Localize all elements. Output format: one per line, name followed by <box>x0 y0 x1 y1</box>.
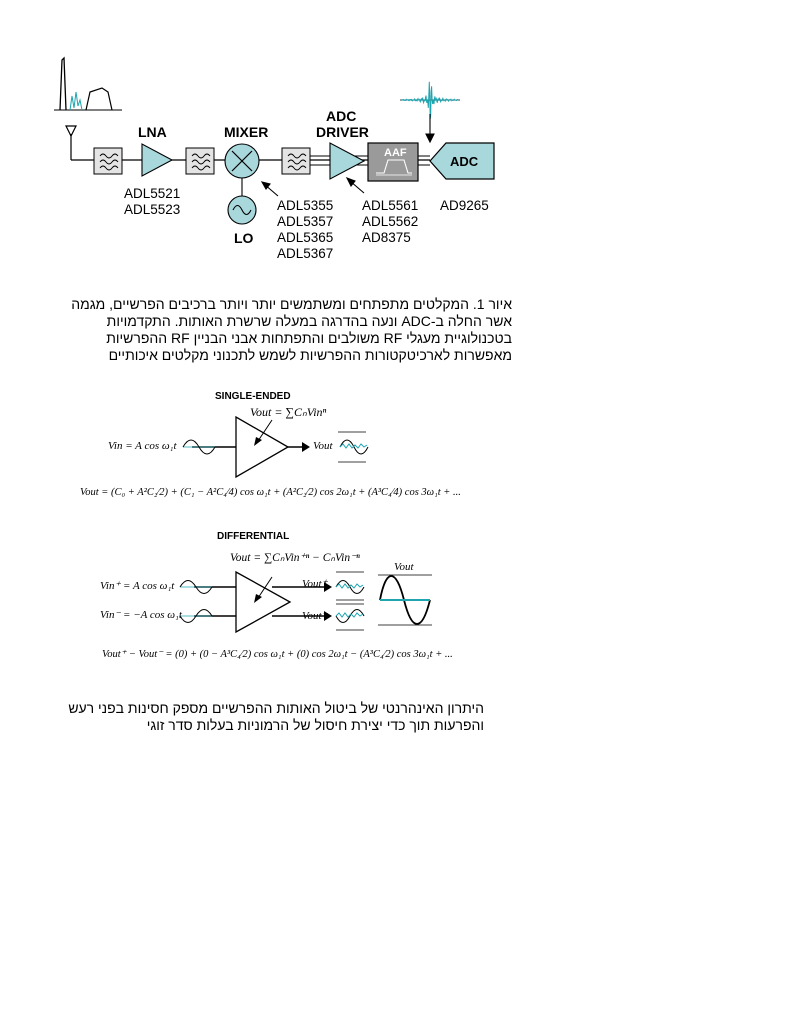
part-number: ADL5521 <box>124 186 181 201</box>
single-ended-title: SINGLE-ENDED <box>215 391 291 402</box>
single-ended-sum-equation: Vout = ∑CₙVinⁿ <box>250 405 327 419</box>
differential-title: DIFFERENTIAL <box>217 531 290 542</box>
adc-label: ADC <box>450 154 479 169</box>
vout-differential-wave-icon <box>378 575 432 625</box>
differential-expansion: Vout⁺ − Vout⁻ = (0) + (0 − A³C₄⁄2) cos ω₁t + (0) cos 2ω₁t − (A³C₄⁄2) cos 3ω₁t + ... <box>102 649 453 660</box>
lo-label: LO <box>234 230 254 246</box>
part-number: ADL5355 <box>277 198 334 213</box>
differential-vout-label: Vout <box>394 561 414 573</box>
adc-driver-label-line1: ADC <box>326 108 357 124</box>
part-number: AD9265 <box>440 198 489 213</box>
vout-distorted-icon <box>338 432 368 462</box>
caption-line: מאפשרות לארכיטקטורות ההפרשיות לשמש לתכנוני מקלטים איכותיים <box>108 347 512 363</box>
lna-label: LNA <box>138 124 167 140</box>
caption-line: איור 1. המקלטים מתפתחים ומשתמשים יותר ויותר ברכיבים הפרשיים, מגמה <box>71 296 512 312</box>
differential-sum-equation: Vout = ∑CₙVin⁺ⁿ − CₙVin⁻ⁿ <box>230 552 360 564</box>
part-number: ADL5357 <box>277 214 334 229</box>
mixer-label: MIXER <box>224 124 269 140</box>
differential-vout-minus-label: Vout⁻ <box>302 610 328 622</box>
caption-line: היתרון האינהרנטי של ביטול האותות ההפרשיים מספק חסינות בפני רעש <box>68 700 484 716</box>
vin-plus-sine-icon <box>180 581 212 594</box>
differential-vout-plus-label: Vout⁺ <box>302 578 328 590</box>
caption-line: והפרעות תוך כדי יצירת חיסול של הרמוניות בעלות סדר זוגי <box>146 717 484 733</box>
single-ended-vin-equation: Vin = A cos ω₁t <box>108 440 177 452</box>
differential-vin-plus-equation: Vin⁺ = A cos ω₁t <box>100 580 175 592</box>
part-number: ADL5365 <box>277 230 334 245</box>
aaf-label: AAF <box>384 147 407 159</box>
caption-line: בטכנולוגיית מעגלי RF משולבים והתפתחות אבני הבניין RF ההפרשיות <box>106 330 512 346</box>
part-number: ADL5562 <box>362 214 419 229</box>
part-number: ADL5367 <box>277 246 334 261</box>
vout-minus-wave-icon <box>336 604 364 630</box>
vin-minus-sine-icon <box>180 610 212 623</box>
figure-2-caption <box>60 700 484 734</box>
single-ended-vout-label: Vout <box>313 440 333 452</box>
vout-plus-wave-icon <box>336 572 364 600</box>
part-number: AD8375 <box>362 230 411 245</box>
part-number: ADL5561 <box>362 198 419 213</box>
part-number: ADL5523 <box>124 202 181 217</box>
adc-driver-label-line2: DRIVER <box>316 124 369 140</box>
single-ended-expansion: Vout = (C₀ + A²C₂⁄2) + (C₁ − A²C₄⁄4) cos ω₁t + (A²C₂⁄2) cos 2ω₁t + (A³C₄⁄4) cos 3ω₁t + ... <box>80 487 461 498</box>
vin-sine-icon <box>183 440 215 454</box>
caption-line: אשר החלה ב-ADC ונעה בהדרגה במעלה שרשרת האותות. התקדמויות <box>106 313 512 329</box>
differential-vin-minus-equation: Vin⁻ = −A cos ω₁t <box>100 609 182 621</box>
